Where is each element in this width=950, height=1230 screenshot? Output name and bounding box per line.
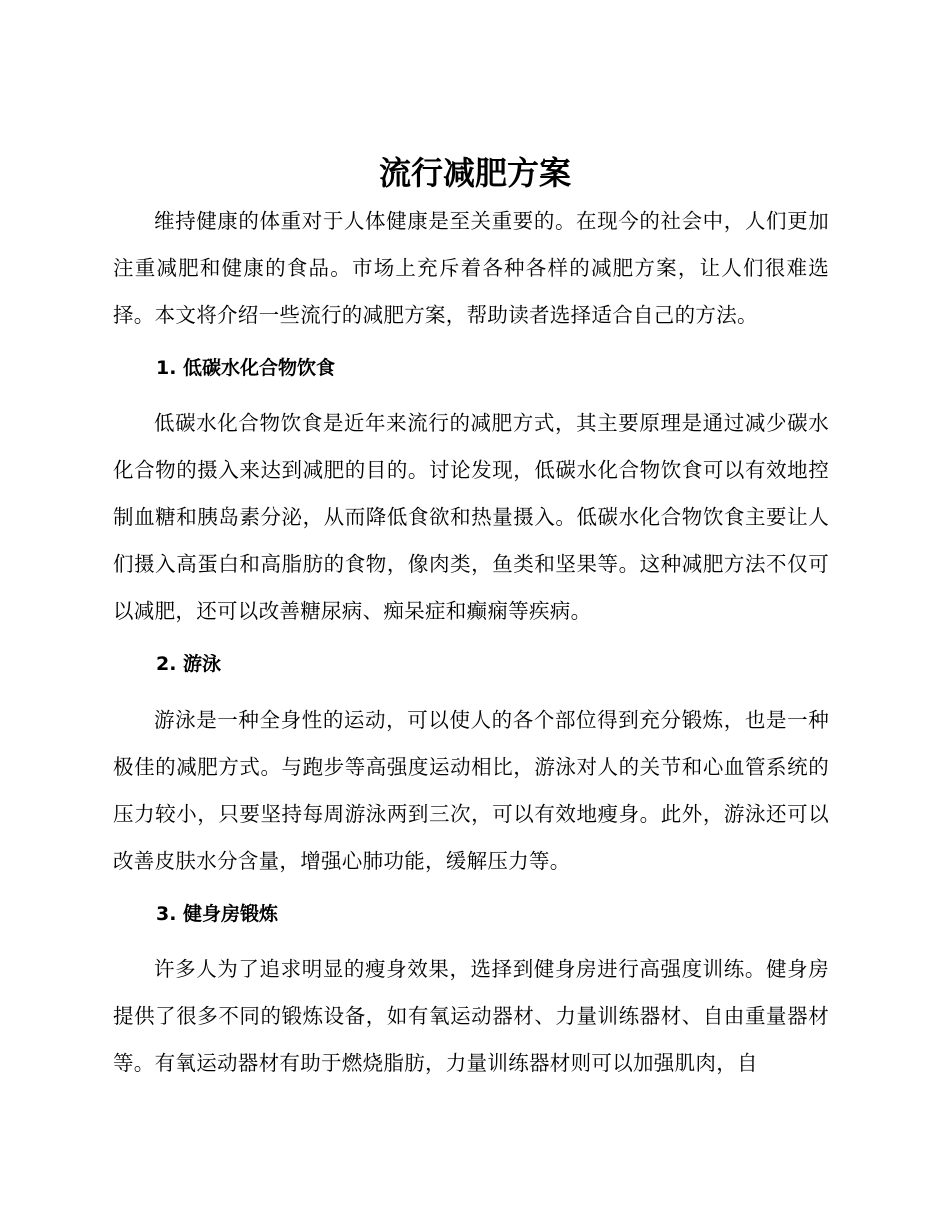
section-body-gym: 许多人为了追求明显的瘦身效果，选择到健身房进行高强度训练。健身房提供了很多不同的锻炼设备，如有氧运动器材、力量训练器材、自由重量器材等。有氧运动器材有助于燃烧脂肪，力量训练器材则可以加强肌肉，自 <box>113 957 829 1075</box>
section-heading-low-carb: 1. 低碳水化合物饮食 <box>156 357 336 379</box>
section-body-swimming: 游泳是一种全身性的运动，可以使人的各个部位得到充分锻炼，也是一种极佳的减肥方式。与跑步等高强度运动相比，游泳对人的关节和心血管系统的压力较小，只要坚持每周游泳两到三次，可以有效地瘦身。此外，游泳还可以改善皮肤水分含量，增强心肺功能，缓解压力等。 <box>113 708 829 873</box>
section-body-low-carb: 低碳水化合物饮食是近年来流行的减肥方式，其主要原理是通过减少碳水化合物的摄入来达到减肥的目的。讨论发现，低碳水化合物饮食可以有效地控制血糖和胰岛素分泌，从而降低食欲和热量摄入。低碳水化合物饮食主要让人们摄入高蛋白和高脂肪的食物，像肉类，鱼类和坚果等。这种减肥方法不仅可以减肥，还可以改善糖尿病、痴呆症和癫痫等疾病。 <box>113 411 829 623</box>
intro-paragraph: 维持健康的体重对于人体健康是至关重要的。在现今的社会中，人们更加注重减肥和健康的食品。市场上充斥着各种各样的减肥方案，让人们很难选择。本文将介绍一些流行的减肥方案，帮助读者选择适合自己的方法。 <box>113 209 829 327</box>
section-heading-gym: 3. 健身房锻炼 <box>156 903 279 925</box>
document-title: 流行减肥方案 <box>378 154 571 192</box>
section-heading-swimming: 2. 游泳 <box>156 653 222 675</box>
